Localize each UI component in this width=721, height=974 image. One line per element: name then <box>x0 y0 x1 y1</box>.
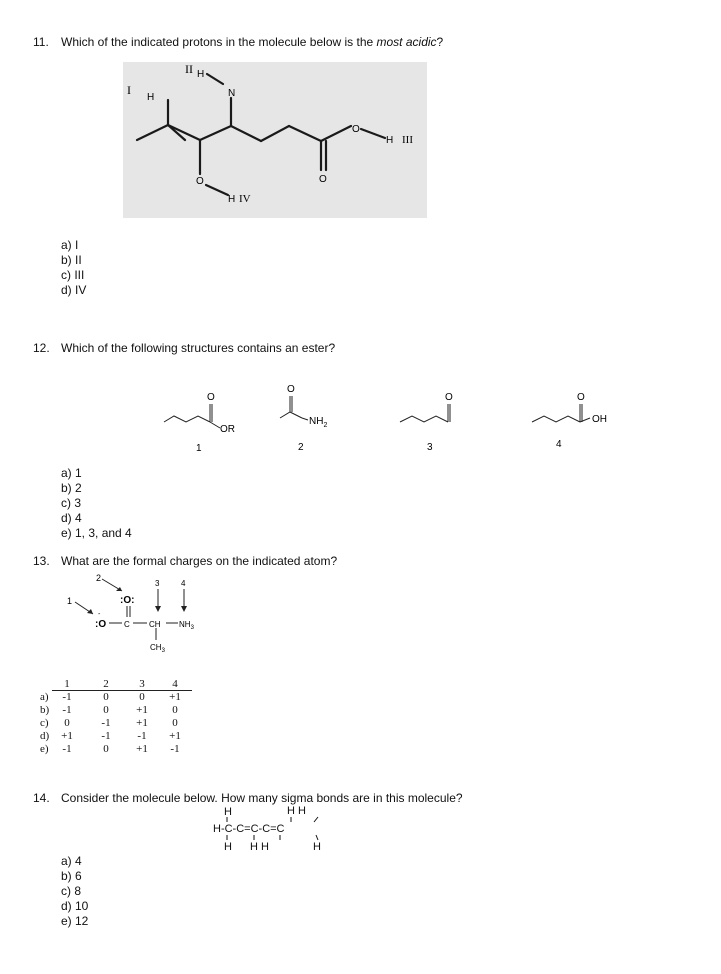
arrow-label: 3 <box>155 579 160 588</box>
option-c[interactable]: c) 3 <box>61 496 82 510</box>
ch3-label: $CH_3$ <box>150 643 165 654</box>
option-c[interactable]: c) 8 <box>61 884 82 898</box>
label-proton-iv: IV <box>239 193 251 205</box>
option-e[interactable]: e) 1, 3, and 4 <box>61 526 132 540</box>
option-d[interactable]: d) 4 <box>61 511 82 525</box>
structure-label: 3 <box>427 442 433 453</box>
formal-charge-structure <box>60 572 220 662</box>
table-cell: +1 <box>169 730 181 742</box>
group-label: $NH_2$ <box>309 416 328 429</box>
option-c[interactable]: c) III <box>61 268 85 282</box>
label-h: H <box>228 194 236 205</box>
label-h: H <box>197 69 205 80</box>
molecule-structure-11 <box>123 62 427 218</box>
row-letter: e) <box>40 743 49 755</box>
question-number: 13. <box>33 554 50 568</box>
question-14-options <box>61 854 88 929</box>
table-cell: 0 <box>139 691 145 703</box>
arrow-label: 1 <box>67 596 73 606</box>
label-h: H <box>386 135 394 146</box>
h-top-left: H <box>224 806 232 818</box>
oxygen-label: O <box>445 392 453 403</box>
label-n: N <box>228 88 236 99</box>
structures-figure-12 <box>150 380 670 460</box>
table-cell: +1 <box>136 717 148 729</box>
group-label: OR <box>220 424 235 435</box>
question-text: Consider the molecule below. How many sigma bonds are in this molecule? <box>61 791 463 805</box>
table-cell: 0 <box>103 691 109 703</box>
table-cell: -1 <box>137 730 147 742</box>
table-cell: -1 <box>101 717 111 729</box>
oxygen-label: O <box>207 392 215 403</box>
emphasis-text: most acidic <box>376 35 437 49</box>
question-11-prompt <box>33 35 443 49</box>
question-12-prompt <box>33 341 335 355</box>
table-cell: 0 <box>172 704 178 716</box>
option-d[interactable]: d) IV <box>61 283 87 297</box>
question-11-options <box>61 238 86 298</box>
question-number: 12. <box>33 341 50 355</box>
table-cell: +1 <box>61 730 73 742</box>
row-letter: d) <box>40 730 50 742</box>
oxygen-label: O <box>287 384 295 395</box>
question-14-prompt <box>33 791 463 805</box>
table-cell: 0 <box>103 743 109 755</box>
option-a[interactable]: a) 4 <box>61 854 82 868</box>
sigma-bond-molecule <box>210 804 340 856</box>
structure-label: 4 <box>556 439 562 450</box>
header-cell: 2 <box>103 678 109 690</box>
table-cell: +1 <box>169 691 181 703</box>
h-bottom-mid: H H <box>250 841 269 853</box>
question-number: 11. <box>33 35 49 49</box>
label-proton-i: I <box>127 83 131 97</box>
question-13-prompt <box>33 554 337 568</box>
arrow-label: 2 <box>96 573 102 583</box>
minus-sign: - <box>98 611 101 618</box>
table-cell: -1 <box>62 704 72 716</box>
question-12-options <box>61 466 132 541</box>
label-o: O <box>352 124 360 135</box>
table-cell: 0 <box>103 704 109 716</box>
header-cell: 4 <box>172 678 178 690</box>
row-letter: b) <box>40 704 50 716</box>
label-o: O <box>196 176 204 187</box>
question-text: Which of the indicated protons in the molecule below is the <box>61 35 377 49</box>
header-cell: 3 <box>139 678 145 690</box>
table-cell: 0 <box>64 717 70 729</box>
row-letter: c) <box>40 717 49 729</box>
table-cell: 0 <box>172 717 178 729</box>
group-label: OH <box>592 414 607 425</box>
h-bottom-left: H <box>224 841 232 853</box>
table-cell: -1 <box>62 691 72 703</box>
question-text: Which of the following structures contains an ester? <box>61 341 336 355</box>
question-number: 14. <box>33 791 50 805</box>
option-d[interactable]: d) 10 <box>61 899 89 913</box>
label-h: H <box>147 92 155 103</box>
option-e[interactable]: e) 12 <box>61 914 89 928</box>
label-proton-iii: III <box>402 134 413 146</box>
table-cell: -1 <box>62 743 72 755</box>
structure-label: 2 <box>298 442 304 453</box>
option-a[interactable]: a) I <box>61 238 79 252</box>
option-b[interactable]: b) 6 <box>61 869 82 883</box>
oxygen-top: :O: <box>120 595 135 606</box>
row-letter: a) <box>40 691 49 703</box>
label-o: O <box>319 174 327 185</box>
option-b[interactable]: b) 2 <box>61 481 82 495</box>
nh3-label: $NH_3$ <box>179 620 194 631</box>
table-cell: +1 <box>136 704 148 716</box>
option-a[interactable]: a) 1 <box>61 466 82 480</box>
ch-label: CH <box>149 620 161 629</box>
arrow-label: 4 <box>181 579 186 588</box>
option-b[interactable]: b) II <box>61 253 82 267</box>
carbon-label: C <box>124 620 130 629</box>
question-text-end: ? <box>436 35 444 49</box>
h-bottom-right: H <box>313 841 321 853</box>
question-text: What are the formal charges on the indicated atom? <box>61 554 338 568</box>
h-top-mid: H H <box>287 805 306 817</box>
structure-label: 1 <box>196 443 202 454</box>
oxygen-left: :O <box>95 619 107 630</box>
table-cell: -1 <box>170 743 180 755</box>
oxygen-label: O <box>577 392 585 403</box>
table-cell: -1 <box>101 730 111 742</box>
header-cell: 1 <box>64 678 70 690</box>
label-proton-ii: II <box>185 62 193 76</box>
molecule-photo-figure <box>123 62 427 218</box>
molecule-main-chain: H-C-C=C-C=C <box>213 823 285 835</box>
table-cell: +1 <box>136 743 148 755</box>
